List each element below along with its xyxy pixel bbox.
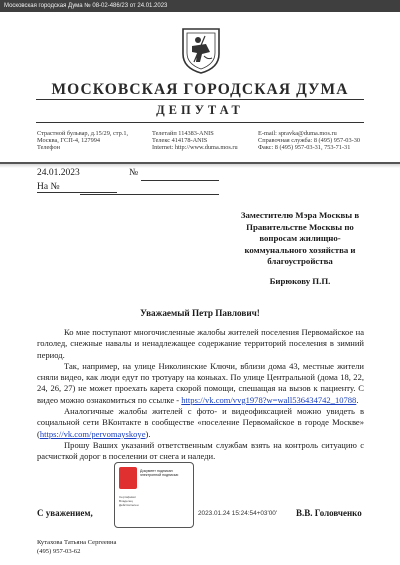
stamp-title: Документ подписан электронной подписью [140, 469, 179, 478]
organization-subtitle: ДЕПУТАТ [156, 103, 244, 117]
addressee-position: Заместителю Мэра Москвы в Правительстве Москвы по вопросам жилищно-коммунального хозяйства и благоустройства [240, 210, 360, 266]
document-registration-bar [0, 0, 400, 12]
executor-phone: (495) 957-03-62 [37, 548, 81, 555]
paragraph-text: ). [145, 428, 151, 439]
moscow-coat-of-arms-icon [180, 26, 222, 74]
signer-name: В.В. Головченко [296, 508, 362, 518]
address-block: Страстной бульвар, д.15/29, стр.1, Москва, ГСП-4, 127994 Телефон [37, 130, 129, 152]
number-label: № [129, 168, 139, 178]
signature-timestamp: 2023.01.24 15:24:54+03'00' [198, 510, 278, 517]
telex-block: Телетайп 114383-ANIS Телекс 414178-ANIS Internet: http://www.duma.mos.ru [152, 130, 238, 152]
paragraph-text: Так, например, на улице Николинские Ключи, вблизи дома 43, местные жители сняли видео, как люди едут по тротуару на коньках. По улице Центральной (дома 18, 22, 24, 26, 27) не может проехать карета скорой помощи, спешащая на вызов к пациенту. С видео можно ознакомиться по ссылке - [37, 360, 364, 405]
reference-line [80, 194, 219, 195]
document-date: 24.01.2023 [37, 168, 80, 178]
addressee-name: Бирюкову П.П. [269, 276, 331, 286]
divider [36, 99, 364, 100]
closing: С уважением, [37, 508, 93, 518]
number-line [141, 180, 219, 181]
executor-name: Кутахова Татьяна Сергеевна [37, 539, 117, 546]
letterhead-shadow [0, 164, 400, 168]
letter-body [37, 327, 364, 463]
video-link[interactable]: https://vk.com/vvg1978?w=wall536434742_10788 [181, 394, 357, 405]
community-link[interactable]: https://vk.com/pervomayskoye [39, 428, 146, 439]
letterhead [0, 12, 400, 158]
date-line [37, 192, 117, 193]
salutation: Уважаемый Петр Павлович! [140, 308, 260, 318]
divider [36, 122, 364, 123]
paragraph [37, 406, 364, 440]
paragraph-text: Аналогичные жалобы жителей с фото- и видеофиксацией можно увидеть в социальной сети ВКонтакте в сообществе «поселение Первомайское в городе Москве» ( [37, 406, 364, 439]
registration-text: Московская городская Дума № 08-02-486/23 от 24.01.2023 [4, 3, 168, 9]
contacts-block: E-mail: spravka@duma.mos.ru Справочная служба: 8 (495) 957-03-30 Факс: 8 (495) 957-03-31, 753-71-31 [258, 130, 360, 152]
electronic-signature-stamp [114, 462, 194, 528]
paragraph: Прошу Ваших указаний ответственным службам взять на контроль ситуацию с расчисткой дорог в поселении от снега и наледи. [37, 439, 364, 462]
reference-label: На № [37, 182, 60, 192]
executor [37, 538, 116, 556]
organization-name: МОСКОВСКАЯ ГОРОДСКАЯ ДУМА [51, 81, 349, 98]
paragraph: Так, например, на улице Николинские Ключи, вблизи дома 43, местные жители сняли видео, как люди едут по тротуару на коньках. По улице Центральной (дома 18, 22, 24, 26, 27) не может проехать карета скорой помощи, спешащая на вызов к пациенту. С видео можно ознакомиться по ссылке - https://vk.com/vvg1978?w=wall536434742_10788. [37, 360, 364, 405]
stamp-logo-icon [119, 467, 137, 489]
stamp-details: Сертификат Владелец Действителен [119, 495, 139, 507]
paragraph: Ко мне поступают многочисленные жалобы жителей поселения Первомайское на гололед, снежные навалы и ненадлежащее содержание территорий поселения в зимний период. [37, 327, 364, 360]
